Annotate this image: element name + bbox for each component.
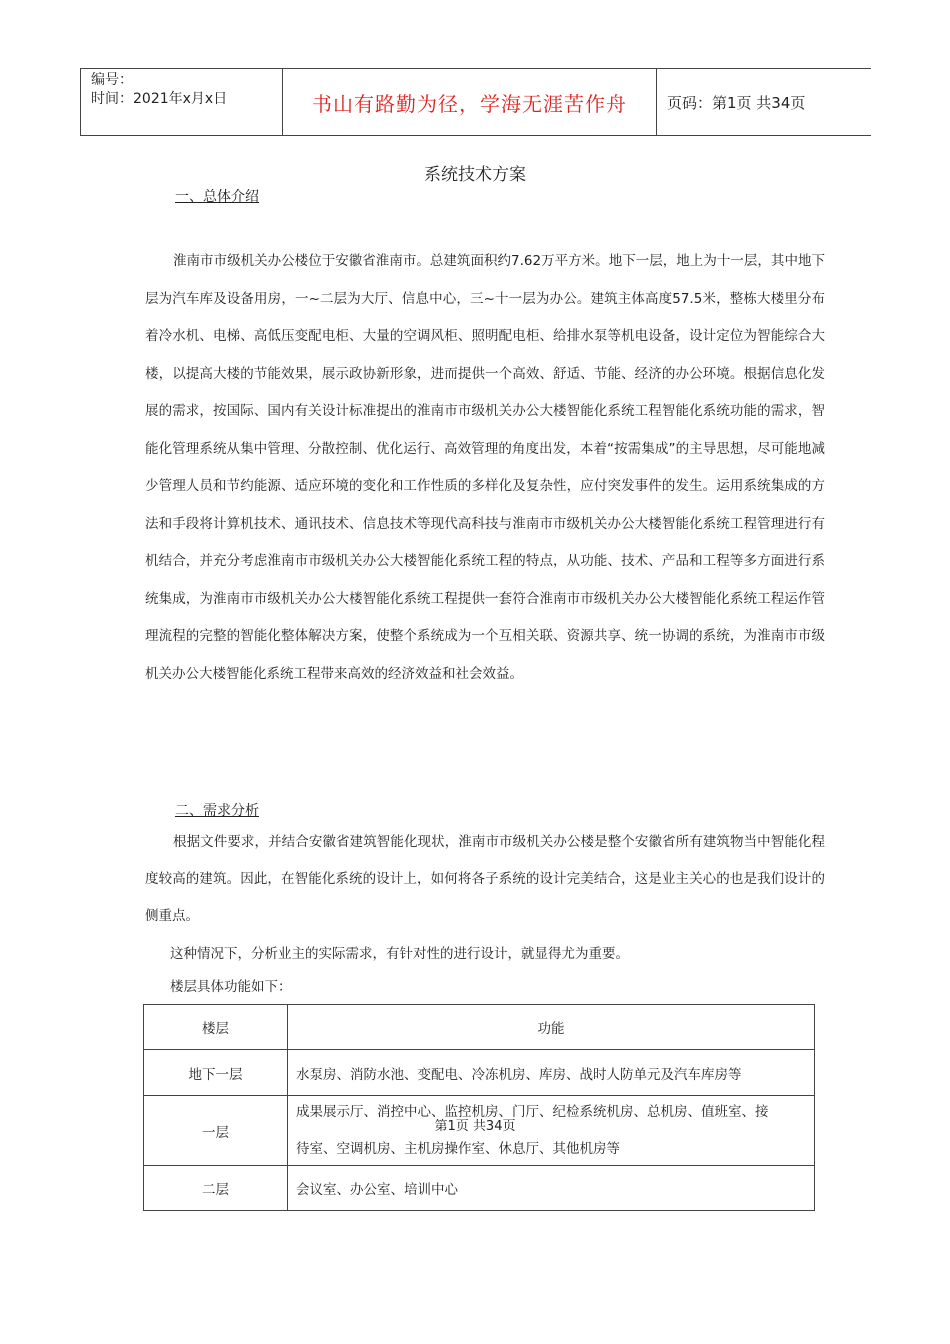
header-time-label: 时间：2021年x月x日 bbox=[91, 91, 228, 107]
page-header bbox=[80, 68, 871, 136]
header-motto: 书山有路勤为径，学海无涯苦作舟 bbox=[283, 69, 657, 135]
table-cell-function: 水泵房、消防水池、变配电、冷冻机房、库房、战时人防单元及汽车库房等 bbox=[288, 1050, 815, 1096]
section2-heading: 二、需求分析 bbox=[175, 803, 259, 819]
table-header-row bbox=[144, 1005, 815, 1050]
document-title: 系统技术方案 bbox=[424, 165, 526, 185]
table-row bbox=[144, 1050, 815, 1096]
section1-body: 淮南市市级机关办公楼位于安徽省淮南市。总建筑面积约7.62万平方米。地下一层，地上为十一层，其中地下层为汽车库及设备用房，一~二层为大厅、信息中心，三~十一层为办公。建筑主体高度57.5米，整栋大楼里分布着冷水机、电梯、高低压变配电柜、大量的空调风柜、照明配电柜、给排水泵等机电设备，设计定位为智能综合大楼，以提高大楼的节能效果，展示政协新形象，进而提供一个高效、舒适、节能、经济的办公环境。根据信息化发展的需求，按国际、国内有关设计标准提出的淮南市市级机关办公大楼智能化系统工程智能化系统功能的需求，智能化管理系统从集中管理、分散控制、优化运行、高效管理的角度出发，本着“按需集成”的主导思想，尽可能地减少管理人员和节约能源、适应环境的变化和工作性质的多样化及复杂性，应付突发事件的发生。运用系统集成的方法和手段将计算机技术、通讯技术、信息技术等现代高科技与淮南市市级机关办公大楼智能化系统工程管理进行有机结合，并充分考虑淮南市市级机关办公大楼智能化系统工程的特点，从功能、技术、产品和工程等多方面进行系统集成，为淮南市市级机关办公大楼智能化系统工程提供一套符合淮南市市级机关办公大楼智能化系统工程运作管理流程的完整的智能化整体解决方案，使整个系统成为一个互相关联、资源共享、统一协调的系统，为淮南市市级机关办公大楼智能化系统工程带来高效的经济效益和社会效益。 bbox=[145, 253, 825, 682]
header-page-info: 页码：第1页 共34页 bbox=[667, 93, 806, 112]
table-cell-function-line1: 成果展示厅、消控中心、监控机房、门厅、纪检系统机房、总机房、值班室、接 bbox=[296, 1103, 769, 1120]
header-meta bbox=[81, 69, 283, 135]
table-header-function: 功能 bbox=[288, 1005, 815, 1050]
section2-line1: 这种情况下，分析业主的实际需求，有针对性的进行设计，就显得尤为重要。 bbox=[170, 946, 629, 962]
table-cell-function: 会议室、办公室、培训中心 bbox=[288, 1166, 815, 1211]
section1-heading: 一、总体介绍 bbox=[175, 189, 259, 205]
table-cell-floor: 二层 bbox=[144, 1166, 288, 1211]
table-cell-function-line2: 待室、空调机房、主机房操作室、休息厅、其他机房等 bbox=[296, 1140, 620, 1157]
floor-function-table bbox=[143, 1004, 815, 1211]
table-header-floor: 楼层 bbox=[144, 1005, 288, 1050]
section2-line2: 楼层具体功能如下： bbox=[170, 979, 292, 995]
table-cell-floor: 一层 bbox=[144, 1096, 288, 1166]
table-row bbox=[144, 1166, 815, 1211]
header-number-label: 编号： bbox=[91, 72, 133, 88]
page-footer: 第1页 共34页 bbox=[434, 1119, 516, 1134]
table-cell-floor: 地下一层 bbox=[144, 1050, 288, 1096]
section2-body: 根据文件要求，并结合安徽省建筑智能化现状，淮南市市级机关办公楼是整个安徽省所有建筑物当中智能化程度较高的建筑。因此，在智能化系统的设计上，如何将各子系统的设计完美结合，这是业主关心的也是我们设计的侧重点。 bbox=[145, 834, 825, 924]
